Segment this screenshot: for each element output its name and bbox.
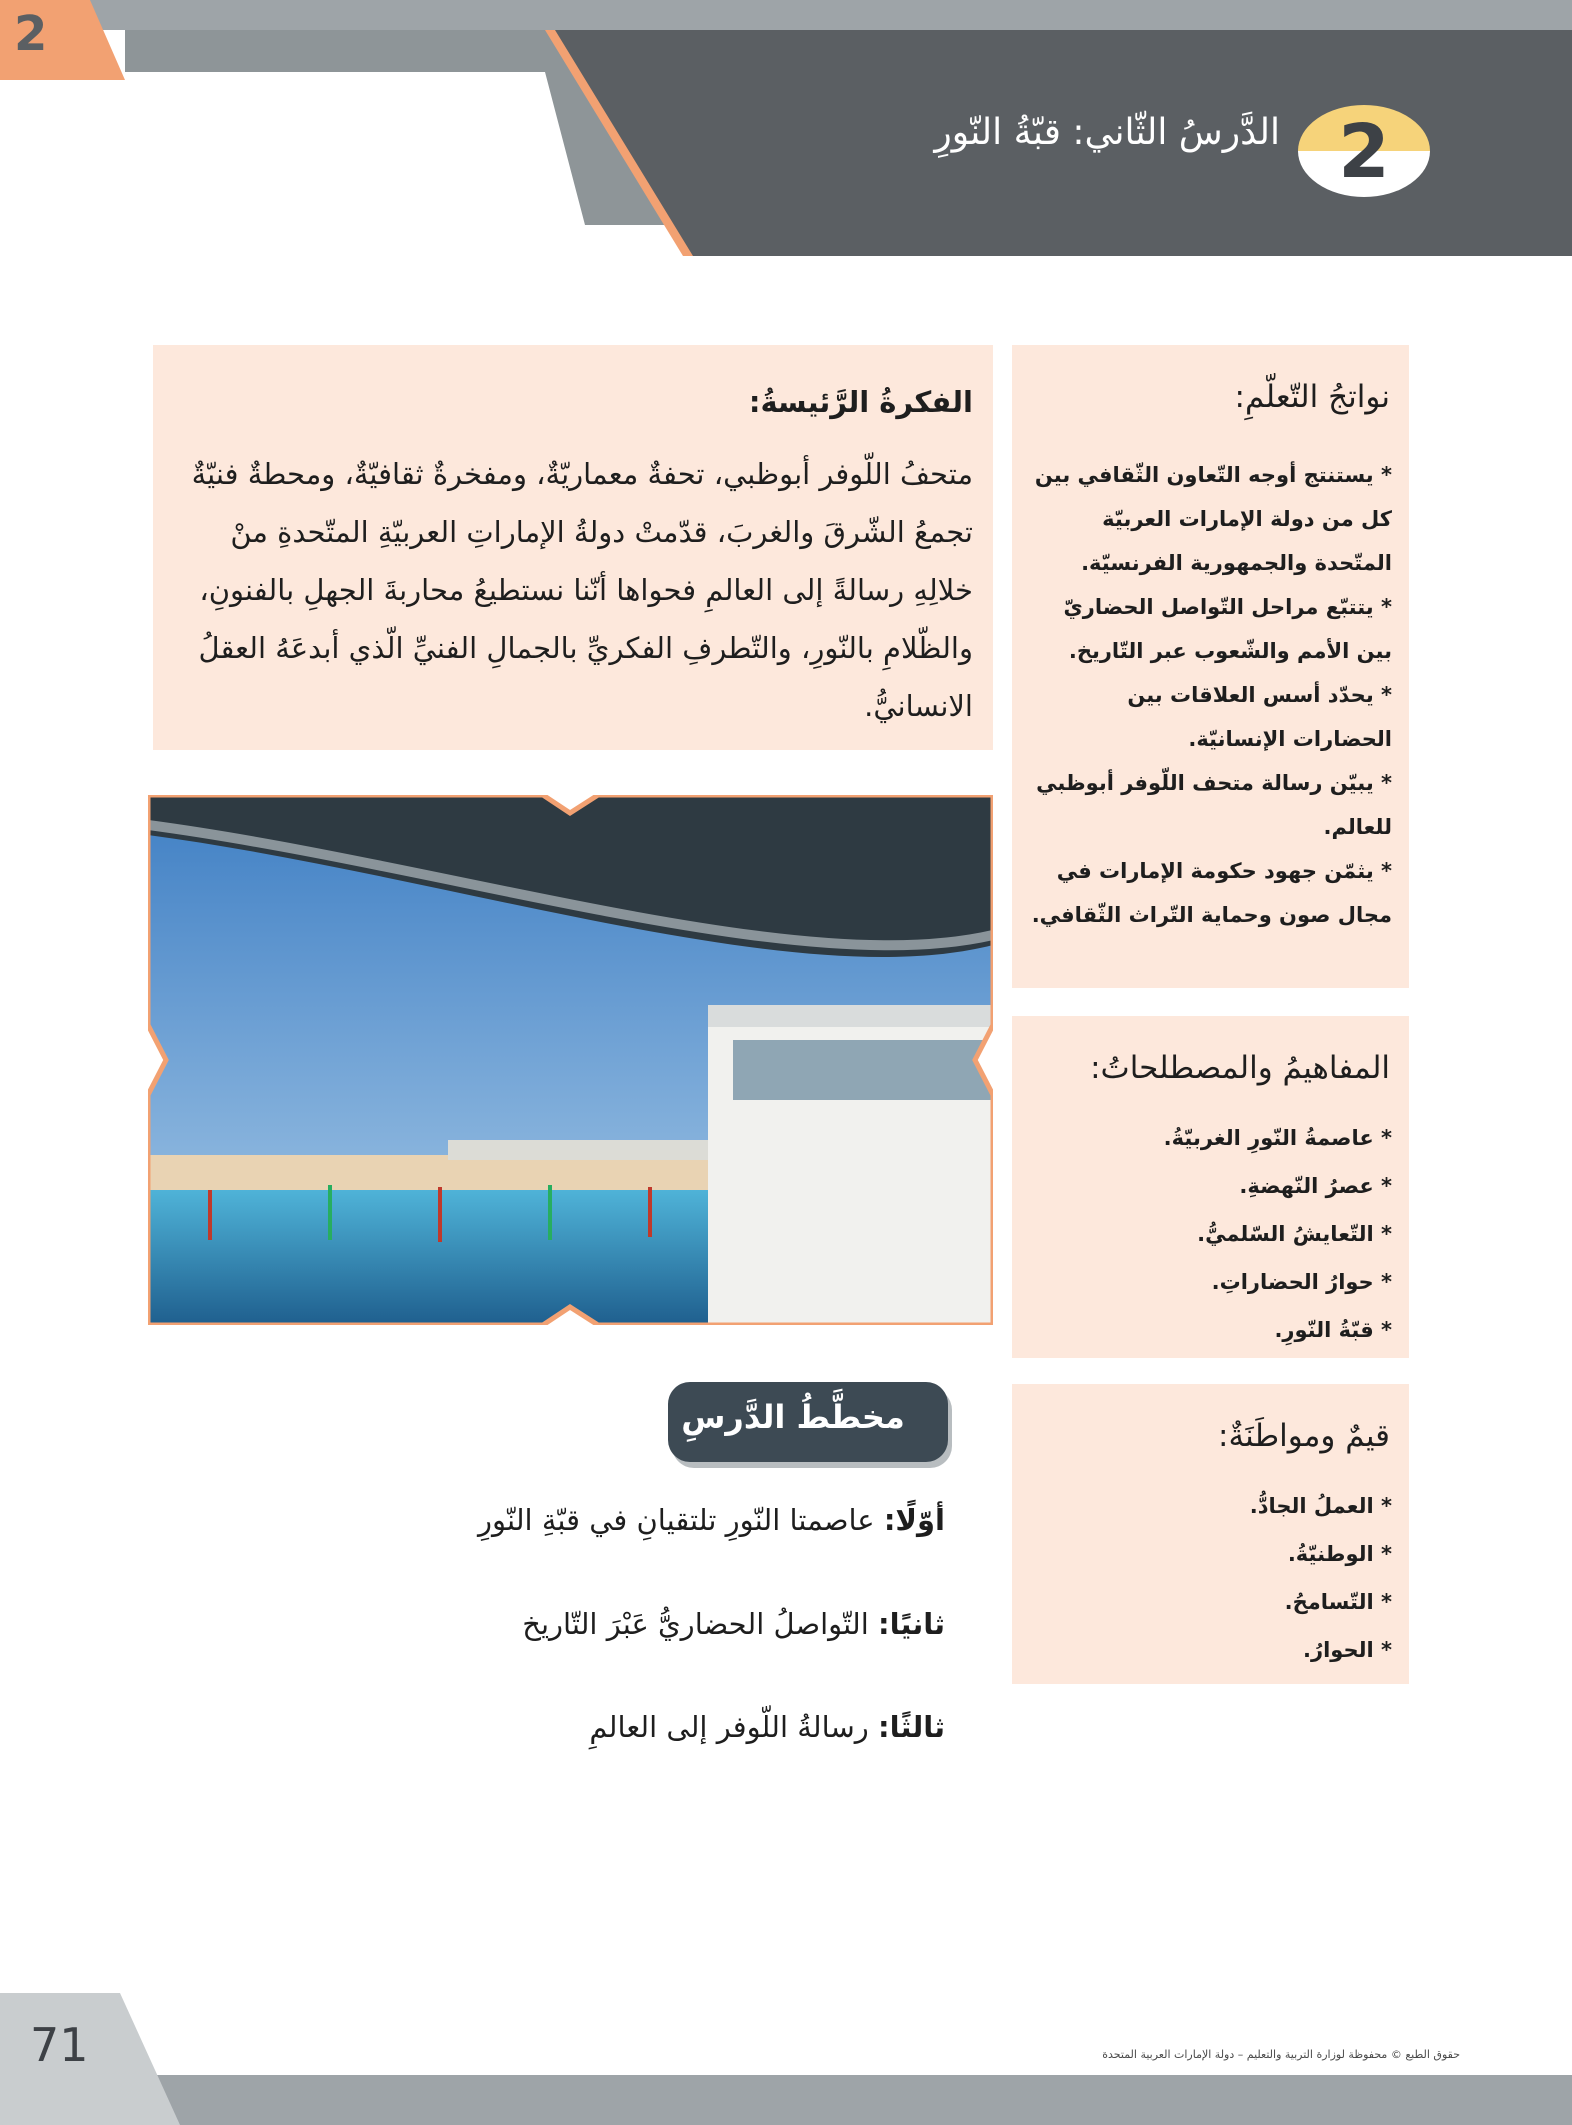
bullet: *: [1381, 683, 1392, 707]
value-text: التّسامحُ.: [1284, 1590, 1374, 1614]
bullet: *: [1381, 1590, 1392, 1614]
louvre-photo: [148, 795, 993, 1325]
list-item: [1030, 1626, 1392, 1674]
bullet: *: [1381, 1494, 1392, 1518]
copyright-notice: حقوق الطبع © محفوظة لوزارة التربية والتعليم – دولة الإمارات العربية المتحدة: [1102, 2048, 1460, 2061]
list-item: [1030, 1210, 1392, 1258]
list-item: [1030, 1114, 1392, 1162]
list-item: [1024, 673, 1392, 761]
value-text: الحوارُ.: [1303, 1638, 1374, 1662]
bullet: *: [1381, 595, 1392, 619]
plan-item-prefix: ثانيًا:: [878, 1607, 945, 1641]
outcome-text: يستنتج أوجه التّعاون الثّقافي بين كل من دولة الإمارات العربيّة المتّحدة والجمهورية الفرنسيّة.: [1034, 463, 1392, 575]
list-item: [1024, 585, 1392, 673]
plan-item-prefix: أوّلًا:: [883, 1503, 945, 1537]
page-number: 71: [30, 2018, 89, 2072]
concept-text: حوارُ الحضاراتِ.: [1211, 1270, 1374, 1294]
lesson-title: الدَّرسُ الثّاني: قبّةُ النّورِ: [934, 112, 1280, 153]
concept-text: التّعايشُ السّلميُّ.: [1197, 1222, 1374, 1246]
bullet: *: [1381, 771, 1392, 795]
main-idea-text: متحفُ اللّوفر أبوظبي، تحفةٌ معماريّةٌ، ومفخرةٌ ثقافيّةٌ، ومحطةٌ فنيّةٌ تجمعُ الشّرقَ والغربَ، قدّمتْ دولةُ الإماراتِ العربيّةِ المتّحدةِ منْ خلالِهِ رسالةً إلى العالمِ فحواها أنّنا نستطيعُ محاربةَ الجهلِ بالفنونِ، والظّلامِ بالنّورِ، والتّطرفِ الفكريِّ بالجمالِ الفنيِّ الّذي أبدعَهُ العقلُ الانسانيُّ.: [191, 457, 973, 723]
bullet: *: [1381, 1318, 1392, 1342]
outcome-text: يتتبّع مراحل التّواصل الحضاريّ بين الأمم والشّعوب عبر التّاريخ.: [1063, 595, 1392, 663]
value-text: الوطنيّةُ.: [1287, 1542, 1374, 1566]
outcomes-list: [1024, 453, 1392, 937]
plan-item-3: [200, 1710, 945, 1744]
lesson-plan-label: [668, 1382, 948, 1462]
bullet: *: [1381, 1270, 1392, 1294]
list-item: [1030, 1258, 1392, 1306]
concept-text: قبّةُ النّورِ.: [1274, 1318, 1374, 1342]
lesson-number-badge: [1298, 105, 1430, 197]
louvre-photo-illustration: [148, 795, 993, 1325]
learning-outcomes-box: [1012, 345, 1409, 988]
plan-item-2: [200, 1607, 945, 1641]
bullet: *: [1381, 1638, 1392, 1662]
bullet: *: [1381, 859, 1392, 883]
values-heading: قيمٌ ومواطَنَةٌ:: [1218, 1418, 1390, 1454]
footer-bar: [150, 2075, 1572, 2125]
bullet: *: [1381, 463, 1392, 487]
lesson-number: 2: [1338, 109, 1390, 195]
top-strip: [0, 0, 1572, 30]
values-box: [1012, 1384, 1409, 1684]
list-item: [1030, 1482, 1392, 1530]
list-item: [1030, 1530, 1392, 1578]
bullet: *: [1381, 1222, 1392, 1246]
lesson-plan-title: مخطَّطُ الدَّرسِ: [681, 1398, 905, 1436]
main-idea-box: [153, 345, 993, 750]
list-item: [1030, 1162, 1392, 1210]
bullet: *: [1381, 1174, 1392, 1198]
bullet: *: [1381, 1126, 1392, 1150]
list-item: [1024, 849, 1392, 937]
outcome-text: يحدّد أسس العلاقات بين الحضارات الإنسانيّة.: [1127, 683, 1392, 751]
plan-item-text: التّواصلُ الحضاريُّ عَبْرَ التّاريخ: [522, 1607, 878, 1641]
concepts-box: [1012, 1016, 1409, 1358]
plan-item-1: [200, 1503, 945, 1537]
concept-text: عصرُ النّهضةِ.: [1239, 1174, 1374, 1198]
plan-item-text: عاصمتا النّورِ تلتقيانِ في قبّةِ النّورِ: [477, 1503, 884, 1537]
outcomes-heading: نواتجُ التّعلّمِ:: [1234, 379, 1390, 415]
list-item: [1024, 761, 1392, 849]
concept-text: عاصمةُ النّورِ الغربيّةُ.: [1163, 1126, 1374, 1150]
outcome-text: يبيّن رسالة متحف اللّوفر أبوظبي للعالم.: [1036, 771, 1392, 839]
list-item: [1030, 1306, 1392, 1354]
bullet: *: [1381, 1542, 1392, 1566]
plan-item-prefix: ثالثًا:: [878, 1710, 945, 1744]
chapter-number: 2: [14, 6, 48, 62]
plan-item-text: رسالةُ اللّوفر إلى العالمِ: [589, 1710, 878, 1744]
list-item: [1024, 453, 1392, 585]
list-item: [1030, 1578, 1392, 1626]
concepts-list: [1030, 1114, 1392, 1354]
concepts-heading: المفاهيمُ والمصطلحاتُ:: [1090, 1050, 1390, 1086]
values-list: [1030, 1482, 1392, 1674]
value-text: العملُ الجادُّ.: [1249, 1494, 1374, 1518]
main-idea-heading: الفكرةُ الرَّئيسةُ:: [748, 385, 973, 419]
outcome-text: يثمّن جهود حكومة الإمارات في مجال صون وحماية التّراث الثّقافي.: [1031, 859, 1392, 927]
